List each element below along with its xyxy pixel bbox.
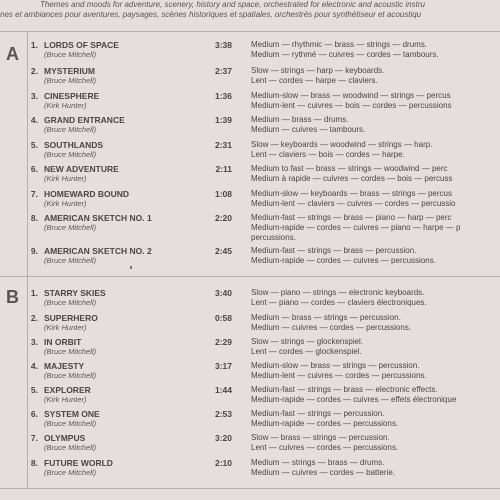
track-composer: (Kirk Hunter) [44, 323, 87, 332]
track-duration: 2:31 [214, 140, 232, 150]
description-line: Medium-slow — keyboards — brass — strings — percus [251, 189, 452, 198]
description-line: Medium — cuivres — cordes — percussions. [251, 323, 412, 332]
track-title: LORDS OF SPACE [44, 40, 119, 50]
side-b-label: B [6, 287, 19, 307]
track-duration: 2:45 [214, 246, 232, 256]
track-description [251, 361, 427, 381]
side-a-label: A [6, 44, 19, 64]
track-description [251, 385, 456, 405]
track-duration: 0:58 [214, 313, 232, 323]
track-composer: (Bruce Mitchell) [44, 298, 97, 307]
track-title: FUTURE WORLD [44, 458, 113, 468]
track-duration: 2:37 [214, 66, 232, 76]
track-description [251, 433, 398, 453]
description-line: Medium — rhythmic — brass — strings — drums. [251, 40, 428, 49]
track-composer: (Bruce Mitchell) [44, 347, 97, 356]
description-line: Medium-slow — brass — strings — percussion. [251, 361, 420, 370]
track-duration: 3:38 [214, 40, 232, 50]
description-line: Medium — cuivres — tambours. [251, 125, 366, 134]
track-number: 6. [30, 409, 38, 419]
divider-top [0, 31, 500, 32]
description-line: Medium-fast — strings — brass — piano — harp — perc [251, 213, 452, 222]
track-number: 3. [30, 91, 38, 101]
track-number: 1. [30, 288, 38, 298]
track-number: 9. [30, 246, 38, 256]
track-number: 5. [30, 140, 38, 150]
description-line: Medium — rythmé — cuivres — cordes — tambours. [251, 50, 439, 59]
track-title: STARRY SKIES [44, 288, 106, 298]
track-title: MAJESTY [44, 361, 85, 371]
track-description [251, 164, 452, 184]
track-number: 6. [30, 164, 38, 174]
description-line: Medium-fast — strings — percussion. [251, 409, 385, 418]
description-line: Medium-rapide — cordes — cuivres — piano — harpe — p [251, 223, 461, 232]
track-composer: (Bruce Mitchell) [44, 223, 97, 232]
track-duration: 2:29 [214, 337, 232, 347]
description-line: Medium-rapide — cordes — cuivres — percussions. [251, 256, 436, 265]
description-line: Slow — strings — harp — keyboards. [251, 66, 385, 75]
side-b-rule [27, 276, 28, 488]
track-duration: 3:20 [214, 433, 232, 443]
description-line: Lent — piano — cordes — claviers électroniques. [251, 298, 427, 307]
track-duration: 3:40 [214, 288, 232, 298]
track-title: SOUTHLANDS [44, 140, 104, 150]
track-number: 4. [30, 115, 38, 125]
track-duration: 1:44 [214, 385, 232, 395]
track-duration: 2:10 [214, 458, 232, 468]
track-description [251, 213, 460, 243]
description-line: Slow — brass — strings — percussion. [251, 433, 390, 442]
track-duration: 1:39 [214, 115, 232, 125]
track-number: 7. [30, 189, 38, 199]
description-line: Slow — strings — glockenspiel. [251, 337, 364, 346]
description-line: Medium-lent — cuivres — cordes — percussions. [251, 371, 427, 380]
track-title: IN ORBIT [44, 337, 82, 347]
track-number: 8. [30, 458, 38, 468]
track-number: 4. [30, 361, 38, 371]
track-composer: (Bruce Mitchell) [44, 50, 97, 59]
track-number: 2. [30, 66, 38, 76]
track-composer: (Kirk Hunter) [44, 199, 87, 208]
track-composer: (Bruce Mitchell) [44, 125, 97, 134]
track-composer: (Bruce Mitchell) [44, 256, 97, 265]
track-description [251, 337, 363, 357]
track-description [251, 409, 398, 429]
description-line: Lent — cuivres — cordes — percussions. [251, 443, 399, 452]
description-line: Medium-rapide — cordes — percussions. [251, 419, 399, 428]
track-composer: (Bruce Mitchell) [44, 443, 97, 452]
divider-bottom [0, 488, 500, 489]
track-duration: 1:36 [214, 91, 232, 101]
intro-line-en: Themes and moods for adventure, scenery, history and space, orchestrated for electronic and acoustic instru [40, 0, 425, 9]
description-line: percussions. [251, 233, 296, 242]
track-description [251, 140, 432, 160]
track-description [251, 288, 427, 308]
track-composer: (Kirk Hunter) [44, 101, 87, 110]
intro-text [0, 0, 500, 20]
description-line: Medium-rapide — cordes — cuivres — effets électronique [251, 395, 457, 404]
track-title: MYSTERIUM [44, 66, 95, 76]
track-title: SYSTEM ONE [44, 409, 100, 419]
description-line: Slow — keyboards — woodwind — strings — harp. [251, 140, 433, 149]
track-description [251, 458, 395, 478]
side-a-rule [27, 31, 28, 276]
description-line: Lent — claviers — bois — cordes — harpe. [251, 150, 405, 159]
track-composer: (Bruce Mitchell) [44, 371, 97, 380]
track-description [251, 313, 411, 333]
description-line: Medium — strings — brass — drums. [251, 458, 385, 467]
track-number: 7. [30, 433, 38, 443]
track-composer: (Bruce Mitchell) [44, 76, 97, 85]
track-duration: 2:11 [215, 164, 232, 174]
description-line: Medium-fast — strings — brass — electronic effects. [251, 385, 438, 394]
track-composer: (Kirk Hunter) [44, 395, 87, 404]
track-description [251, 40, 439, 60]
speck [130, 266, 132, 269]
description-line: Medium to fast — brass — strings — woodwind — perc [251, 164, 448, 173]
track-duration: 2:53 [214, 409, 232, 419]
description-line: Medium-lent — claviers — cuivres — cordes — percussio [251, 199, 456, 208]
track-title: SUPERHERO [44, 313, 98, 323]
description-line: Slow — piano — strings — electronic keyboards. [251, 288, 425, 297]
track-composer: (Kirk Hunter) [44, 174, 87, 183]
track-number: 3. [30, 337, 38, 347]
description-line: Lent — cordes — harpe — claviers. [251, 76, 378, 85]
track-title: HOMEWARD BOUND [44, 189, 129, 199]
track-description [251, 91, 452, 111]
track-title: GRAND ENTRANCE [44, 115, 125, 125]
track-title: EXPLORER [44, 385, 91, 395]
track-duration: 1:08 [214, 189, 232, 199]
description-line: Medium — cuivres — cordes — batterie. [251, 468, 396, 477]
track-title: AMERICAN SKETCH NO. 2 [44, 246, 152, 256]
track-number: 8. [30, 213, 38, 223]
intro-line-fr: nes et ambiances pour aventures, paysages, scènes historiques et spatiales, orchestrés pour synthétiseur et acoustiqu [0, 10, 422, 19]
track-number: 1. [30, 40, 38, 50]
track-composer: (Bruce Mitchell) [44, 419, 97, 428]
track-title: OLYMPUS [44, 433, 86, 443]
track-composer: (Bruce Mitchell) [44, 468, 97, 477]
track-number: 5. [30, 385, 38, 395]
track-title: NEW ADVENTURE [44, 164, 119, 174]
description-line: Medium — brass — strings — percussion. [251, 313, 401, 322]
description-line: Lent — cordes — glockenspiel. [251, 347, 362, 356]
track-number: 2. [30, 313, 38, 323]
track-title: CINESPHERE [44, 91, 100, 101]
track-duration: 3:17 [214, 361, 232, 371]
description-line: Medium-fast — strings — brass — percussion. [251, 246, 417, 255]
divider-middle [0, 276, 500, 277]
track-description [251, 246, 436, 266]
track-description [251, 189, 456, 209]
track-title: AMERICAN SKETCH NO. 1 [44, 213, 152, 223]
track-duration: 2:20 [214, 213, 232, 223]
track-description [251, 66, 384, 86]
track-composer: (Bruce Mitchell) [44, 150, 97, 159]
description-line: Medium-lent — cuivres — bois — cordes — percussions [251, 101, 452, 110]
description-line: Medium — brass — drums. [251, 115, 349, 124]
description-line: Medium-slow — brass — woodwind — strings — percus [251, 91, 451, 100]
track-description [251, 115, 365, 135]
description-line: Medium à rapide — cuivres — cordes — bois — percuss [251, 174, 453, 183]
